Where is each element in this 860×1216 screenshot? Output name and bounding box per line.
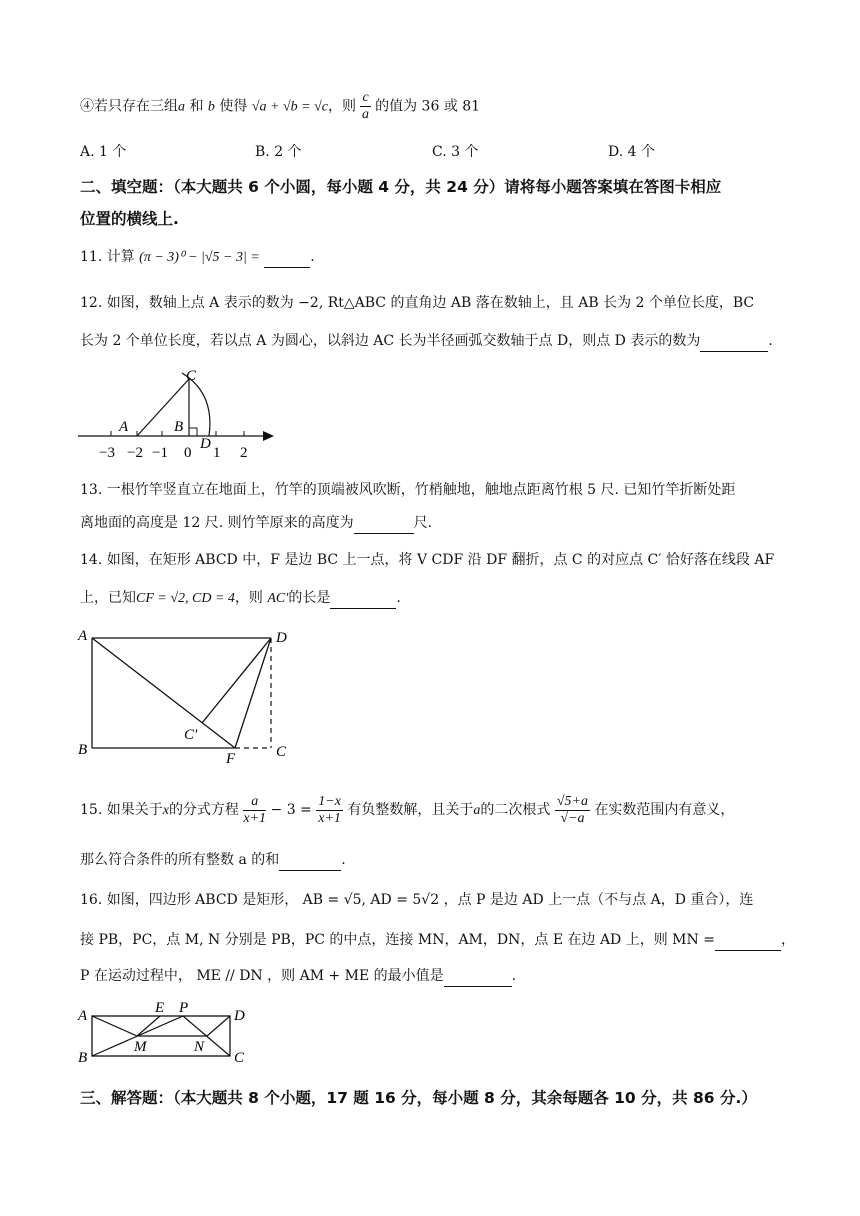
q13-line1: 13. 一根竹竿竖直立在地面上，竹竿的顶端被风吹断，竹梢触地，触地点距离竹根 5 尺. 已知竹竿折断处距 bbox=[80, 482, 736, 498]
q16-line3: P 在运动过程中， ME // DN ，则 AM + ME 的最小值是 . bbox=[80, 966, 516, 987]
q16-line1: 16. 如图，四边形 ABCD 是矩形， AB = √5, AD = 5√2 ，点 P 是边 AD 上一点（不与点 A，D 重合），连 bbox=[80, 892, 754, 908]
q14-answer-blank bbox=[330, 588, 396, 609]
q15-line1: 15. 如果关于x的分式方程 $\frac{a}{x+1}$ − 3 = $\frac{1-x}{x+1}$ 有负整数解，且关于a的二次根式 $\frac{√5+a}{√-a}$ 在实数范围内有意义， bbox=[80, 793, 735, 826]
q14-line1: 14. 如图，在矩形 ABCD 中，F 是边 BC 上一点，将 V CDF 沿 DF 翻折，点 C 的对应点 C′ 恰好落在线段 AF bbox=[80, 552, 775, 568]
q10-statement-4: ④若只存在三组a 和 b 使得 √a + √b = √c，则 $\frac{c}{a}$ 的值为 36 或 81 bbox=[80, 90, 481, 122]
q10-option-c: C. 3 个 bbox=[432, 144, 479, 160]
label-d: D bbox=[200, 436, 211, 452]
label-c: C bbox=[234, 1050, 245, 1066]
q12-line2: 长为 2 个单位长度，若以点 A 为圆心，以斜边 AC 长为半径画弧交数轴于点 D，则点 D 表示的数为 . bbox=[80, 331, 773, 352]
segment-em bbox=[137, 1016, 160, 1036]
label-a: A bbox=[119, 419, 129, 435]
section-3-heading: 三、解答题：（本大题共 8 个小题，17 题 16 分，每小题 8 分，其余每题各 10 分，共 86 分.） bbox=[80, 1089, 757, 1107]
label-d: D bbox=[234, 1008, 245, 1024]
q10-option-b: B. 2 个 bbox=[255, 144, 302, 160]
label-m: M bbox=[134, 1039, 147, 1055]
q15-answer-blank bbox=[279, 850, 341, 871]
label-f: F bbox=[226, 751, 236, 767]
section-2-heading-line1: 二、填空题：（本大题共 6 个小圆，每小题 4 分，共 24 分）请将每小题答案填在答图卡相应 bbox=[80, 178, 722, 196]
q12-line1: 12. 如图，数轴上点 A 表示的数为 −2, Rt△ABC 的直角边 AB 落在数轴上，且 AB 长为 2 个单位长度，BC bbox=[80, 295, 755, 311]
label-b: B bbox=[78, 1050, 88, 1066]
label-c-prime: C′ bbox=[184, 727, 198, 743]
right-angle-mark bbox=[189, 428, 197, 436]
q10-fraction: $\frac{c}{a}$ bbox=[362, 90, 370, 122]
tick-label-minus-2: −2 bbox=[127, 445, 143, 461]
q11-expression: (π − 3)⁰ − |√5 − 3| = bbox=[139, 250, 260, 265]
q14-line2: 上，已知CF = √2, CD = 4，则 AC′的长是 . bbox=[80, 588, 401, 609]
label-d: D bbox=[276, 630, 287, 646]
segment-af bbox=[92, 638, 235, 748]
q15-fraction-2: $\frac{1-x}{x+1}$ bbox=[318, 793, 341, 826]
section-2-heading-line2: 位置的横线上. bbox=[80, 210, 179, 228]
label-n: N bbox=[194, 1039, 205, 1055]
q11-answer-blank bbox=[264, 247, 310, 268]
tick-label-minus-1: −1 bbox=[152, 445, 168, 461]
label-a: A bbox=[78, 628, 88, 644]
q16-figure-rectangle bbox=[70, 998, 260, 1066]
number-line-arrow-icon bbox=[263, 431, 274, 441]
q15-line2: 那么符合条件的所有整数 a 的和 . bbox=[80, 850, 346, 871]
label-c: C bbox=[276, 744, 287, 760]
segment-dn bbox=[207, 1016, 230, 1036]
tick-label-1: 1 bbox=[213, 445, 221, 461]
segment-df bbox=[235, 638, 271, 748]
q10-equation: √a + √b = √c bbox=[251, 99, 328, 115]
label-a: A bbox=[78, 1008, 88, 1024]
q16-line2: 接 PB，PC，点 M, N 分别是 PB，PC 的中点，连接 MN，AM，DN，点 E 在边 AD 上，则 MN = ， bbox=[80, 930, 795, 951]
label-p: P bbox=[179, 1000, 189, 1016]
tick-label-0: 0 bbox=[184, 445, 192, 461]
q13-line2: 离地面的高度是 12 尺. 则竹竿原来的高度为 尺. bbox=[80, 513, 432, 534]
label-b: B bbox=[174, 419, 184, 435]
q12-answer-blank bbox=[700, 331, 768, 352]
label-e: E bbox=[155, 1000, 165, 1016]
tick-label-minus-3: −3 bbox=[99, 445, 115, 461]
segment-am bbox=[92, 1016, 137, 1036]
segment-dc-prime bbox=[202, 638, 271, 723]
q13-answer-blank bbox=[354, 513, 414, 534]
label-b: B bbox=[78, 742, 88, 758]
q10-option-a: A. 1 个 bbox=[80, 144, 127, 160]
q16-answer-blank-1 bbox=[715, 930, 781, 951]
q15-fraction-1: $\frac{a}{x+1}$ bbox=[243, 793, 267, 826]
q15-radical-fraction: $\frac{√5+a}{√-a}$ bbox=[556, 793, 588, 826]
q11: 11. 计算 (π − 3)⁰ − |√5 − 3| = . bbox=[80, 247, 315, 268]
q14-given-equation: CF = √2, CD = 4 bbox=[136, 591, 235, 606]
q10-option-d: D. 4 个 bbox=[608, 144, 655, 160]
q16-answer-blank-2 bbox=[444, 966, 512, 987]
q12-figure-number-line bbox=[70, 365, 290, 465]
q14-figure-rectangle bbox=[70, 620, 300, 770]
tick-label-2: 2 bbox=[240, 445, 248, 461]
label-c: C bbox=[186, 368, 197, 384]
